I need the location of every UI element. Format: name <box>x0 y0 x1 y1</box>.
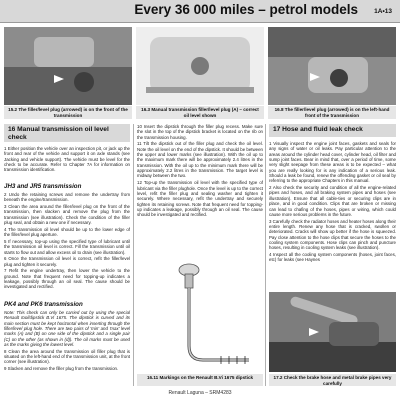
arrow-icon <box>310 73 320 81</box>
column-3-body <box>269 141 396 264</box>
caption-16-3: 16.3 Manual transmission filler/level plug (A) – correct oil level shown <box>136 106 264 119</box>
note-paragraph: Note: This check can only be carried out by using the special Renault tool/dipstick B.Vi 1675. The dipstick is curved and its main section must be kept horizontal when inserting through the filler/level plug hole. There are two pairs of 'min' and 'max' level marks (A) and (B) on one side of the dipstick and a single pair (C) on the other (as shown in (d)). The oil marks must be used as the marks giving the lowest level. <box>4 310 130 348</box>
paragraph: 7 Refit the engine undertray, then lower the vehicle to the ground. Note that frequent need for topping-up indicates a leakage, possibly through an oil seal. The cause should be investigated and rectified. <box>4 268 130 290</box>
column-1-pk <box>4 310 130 373</box>
paragraph: 11 Tilt the dipstick out of the filler plug and check the oil level. Note the oil level on the end of the dipstick. It should be between the upper and lower marks (see illustration). With the oil up to the maximum mark there will be approximately 2.4 litres in the transmission. With the oil up to the minimum mark there will be approximately 2.2 litres in the transmission. The target level is midway between the two. <box>137 141 263 179</box>
paragraph: 2 Also check the security and condition of all the engine-related pipes and hoses, and all braking system pipes and hoses (see illustration). Ensure that all cable-ties or securing clips are in place, and in good condition. Clips that are broken or missing can lead to chafing of the hoses, pipes or wiring, which could cause more serious problems in the future. <box>269 185 396 217</box>
photo-filler-plug-front <box>4 27 132 105</box>
paragraph: 2 Undo the retaining screws and remove the undertray from beneath the engine/transmission. <box>4 192 130 203</box>
caption-15-2: 15.2 The filler/level plug (arrowed) is on the front of the transmission <box>4 106 132 119</box>
subheading-jh3-jr5: JH3 and JR5 transmission <box>4 183 82 190</box>
dipstick-drawing <box>137 258 263 373</box>
caption-16-11: 16.11 Markings on the Renault B.Vi 1675 dipstick <box>137 374 263 386</box>
dipstick-diagram <box>137 258 263 373</box>
paragraph: 9 Slacken and remove the filler plug from the transmission. <box>4 366 119 372</box>
page-title: Every 36 000 miles – petrol models <box>134 2 358 17</box>
subheading-pk4-pk6: PK4 and PK6 transmission <box>4 301 83 308</box>
column-divider <box>265 124 266 386</box>
photo-filler-level-plug <box>136 27 264 105</box>
section-16-heading: 16 Manual transmission oil level check <box>4 124 130 142</box>
column-1-body <box>4 192 130 291</box>
page-footer: Renault Laguna – SRM4283 <box>168 390 232 396</box>
section-17-heading: 17 Hose and fluid leak check <box>269 124 396 137</box>
page-number: 1A•13 <box>374 8 392 15</box>
paragraph: 3 Carefully check the radiator hoses and heater hoses along their entire length. Renew any hose that is cracked, swollen or deteriorated. Cracks will show up better if the hose is squeezed. Pay close attention to the hose clips that secure the hoses to the cooling system components. Hose clips can pinch and puncture hoses, resulting in cooling system leaks (see illustration). <box>269 218 396 251</box>
column-1-intro <box>4 146 130 174</box>
paragraph: 1 Visually inspect the engine joint faces, gaskets and seals for any signs of water or oil leaks. Pay particular attention to the areas around the cylinder head cover, cylinder head, oil filter and sump joint faces. Bear in mind that, over a period of time, some very slight seepage from these areas is to be expected – what you are really looking for is any indication of a serious leak. Should a leak be found, renew the offending gasket or oil seal by referring to the appropriate Chapters in this manual. <box>269 141 396 184</box>
paragraph: 12 Top-up the transmission oil level with the specified type of lubricant via the filler plughole. Once the level is up to the correct level, refit the filler plug and sealing washer and tighten it securely. Where necessary, refit the undertray and securely tighten its retaining screws. Note that frequent need for topping-up indicates a leakage, possibly through an oil seal. The cause should be investigated and rectified. <box>137 180 263 218</box>
paragraph: 5 If necessary, top-up using the specified type of lubricant until the transmission oil level is correct. Fill the transmission until oil starts to flow out and allow excess oil to drain (see illustration). <box>4 238 130 255</box>
column-2-body <box>137 124 263 219</box>
paragraph: 10 Insert the dipstick through the filler plug recess. Make sure the slot in the top of the dipstick bracket is located on the rib on the transmission housing. <box>137 124 263 140</box>
caption-16-8: 16.8 The filler/level plug (arrowed) is on the left-hand front of the transmission <box>268 106 396 119</box>
arrow-icon <box>54 75 64 83</box>
photo-filler-plug-left <box>268 27 396 105</box>
page-header <box>0 0 400 23</box>
paragraph: 6 Once the transmission oil level is correct, refit the filler/level plug and tighten it securely. <box>4 256 130 267</box>
paragraph: 1 Either position the vehicle over an inspection pit, or jack up the front and rear of the vehicle and support it on axle stands (see Jacking and vehicle support). The vehicle must be level for the check to be accurate. Refer to Chapter 7A for information on transmission identification. <box>4 146 130 173</box>
caption-17-2: 17.2 Check the brake hose and metal brake pipes very carefully <box>269 374 396 386</box>
paragraph: 3 Clean the area around the filler/level plug on the front of the transmission, then slacken and remove the plug from the transmission (see illustration). Check the condition of the filler plug seal, and obtain a new one if necessary. <box>4 204 130 226</box>
photo-brake-hose <box>269 292 396 372</box>
column-divider <box>133 124 134 386</box>
paragraph: 8 Clean the area around the transmission oil filler plug that is situated on the left-hand end of the transmission unit, at the front corner (see illustration). <box>4 348 130 365</box>
arrow-icon <box>309 328 319 336</box>
paragraph: 4 The transmission oil level should be up to the lower edge of the filler/level plug aperture. <box>4 226 130 238</box>
paragraph: 4 Inspect all the cooling system components (hoses, joint faces, etc) for leaks (see Haynes <box>269 252 396 263</box>
